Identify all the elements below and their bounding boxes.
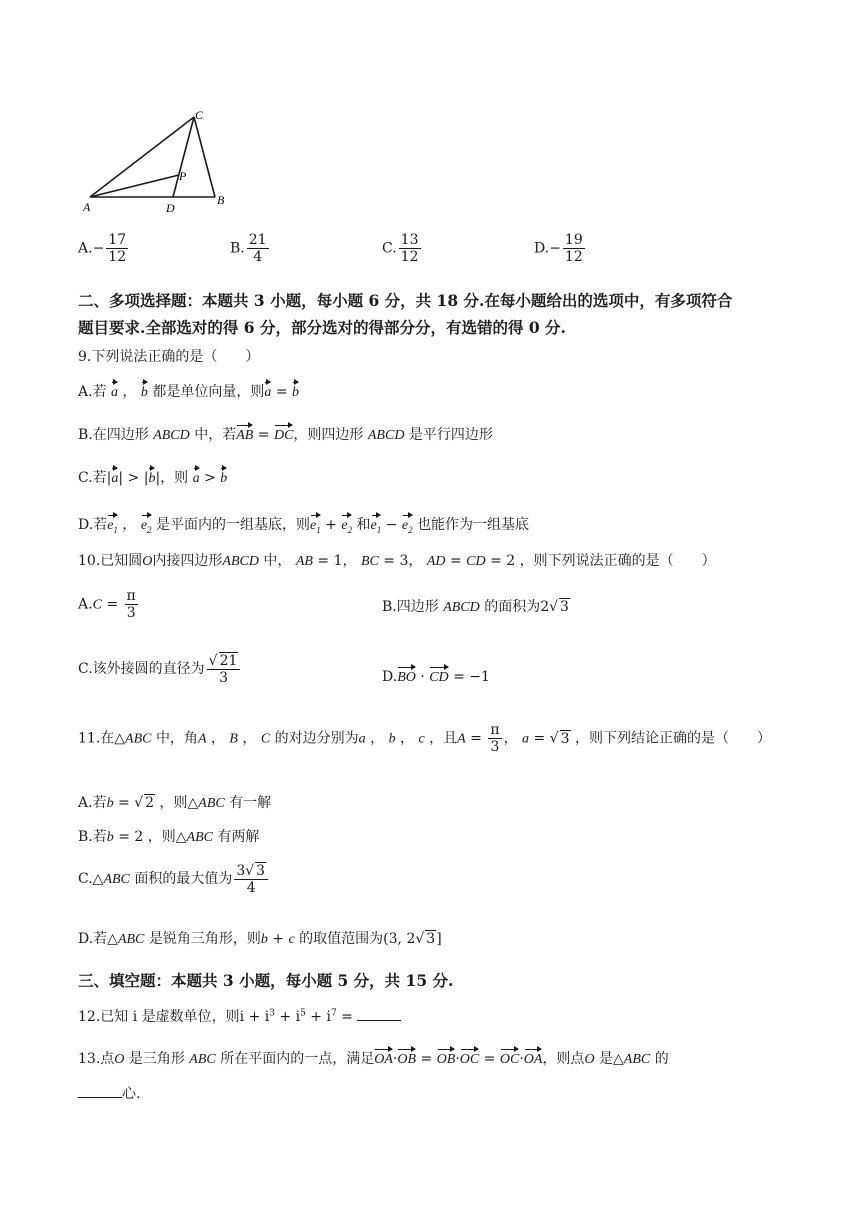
q8-option-c: C. $\frac{13}{12}$	[382, 232, 419, 266]
q11-option-d: D.若△ABC 是锐角三角形，则b + c 的取值范围为(3, 2√ 3]	[78, 931, 442, 947]
q9-stem: 9.下列说法正确的是（ ）	[78, 349, 260, 365]
label-b: B	[217, 193, 225, 207]
q10-option-d: D.BO · CD = −1	[382, 669, 490, 685]
q11-stem: 11.在△ABC 中，角A ， B ， C 的对边分别为a ， b ， c ，且A = $\frac{\pi}{3}$ ， a = √ 3 ，则下列结论正确的是（ ）	[78, 722, 771, 756]
q13-question: 13.点O 是三角形 ABC 所在平面内的一点，满足OA·OB = OB·OC = OC·OA，则点O 是△ABC 的	[78, 1051, 669, 1067]
q12-answer-blank[interactable]	[357, 1008, 401, 1021]
q10-stem: 10.已知圆O内接四边形ABCD 中， AB = 1， BC = 3， AD = CD = 2 ，则下列说法正确的是（ ）	[78, 553, 716, 569]
section2-heading-line1: 二、多项选择题：本题共 3 小题，每小题 6 分，共 18 分.在每小题给出的选项中，有多项符合	[78, 291, 733, 310]
q10-option-a: A.C = $\frac{\pi}{3}$	[78, 588, 136, 622]
q13-line2: 心.	[78, 1083, 140, 1103]
q8-option-d: D.− $\frac{19}{12}$	[534, 232, 583, 266]
q10-option-c: C.该外接圆的直径为 $\frac{√ 21}{3}$	[78, 652, 242, 686]
triangle-figure	[78, 100, 238, 220]
edge-cb	[194, 117, 215, 197]
label-p: P	[179, 169, 187, 183]
edge-ac	[90, 117, 194, 197]
q13-answer-blank[interactable]	[78, 1085, 122, 1098]
q9-option-c: C.若|a| > |b|，则 a > b	[78, 470, 228, 486]
q12-question: 12.已知 i 是虚数单位，则$i + i^3 + i^5 + i^7$ =	[78, 1006, 401, 1026]
label-a: A	[83, 200, 91, 214]
q9-option-b: B.在四边形 ABCD 中，若AB = DC，则四边形 ABCD 是平行四边形	[78, 427, 493, 443]
label-d: D	[166, 201, 175, 215]
section2-heading-line2: 题目要求.全部选对的得 6 分，部分选对的得部分分，有选错的得 0 分.	[78, 318, 566, 337]
section3-heading: 三、填空题：本题共 3 小题，每小题 5 分，共 15 分.	[78, 971, 454, 990]
q9-option-a: A.若 a ， b 都是单位向量，则a = b	[78, 384, 300, 400]
segment-cd	[173, 117, 194, 197]
q11-option-a: A.若b = √ 2 ，则△ABC 有一解	[78, 795, 272, 811]
q11-option-b: B.若b = 2 ，则△ABC 有两解	[78, 829, 260, 845]
q9-option-d: D.若$e_1$ ， $e_2$ 是平面内的一组基底，则$e_1 + e_2$ 和$e_1 - e_2$ 也能作为一组基底	[78, 517, 530, 535]
q11-option-c: C.△ABC 面积的最大值为 $\frac{3√ 3}{4}$	[78, 862, 270, 896]
q10-option-b: B.四边形 ABCD 的面积为2√ 3	[382, 599, 569, 615]
label-c: C	[195, 108, 204, 122]
q8-option-a: A.− $\frac{17}{12}$	[78, 232, 127, 266]
q8-option-b: B. $\frac{21}{4}$	[230, 232, 267, 266]
